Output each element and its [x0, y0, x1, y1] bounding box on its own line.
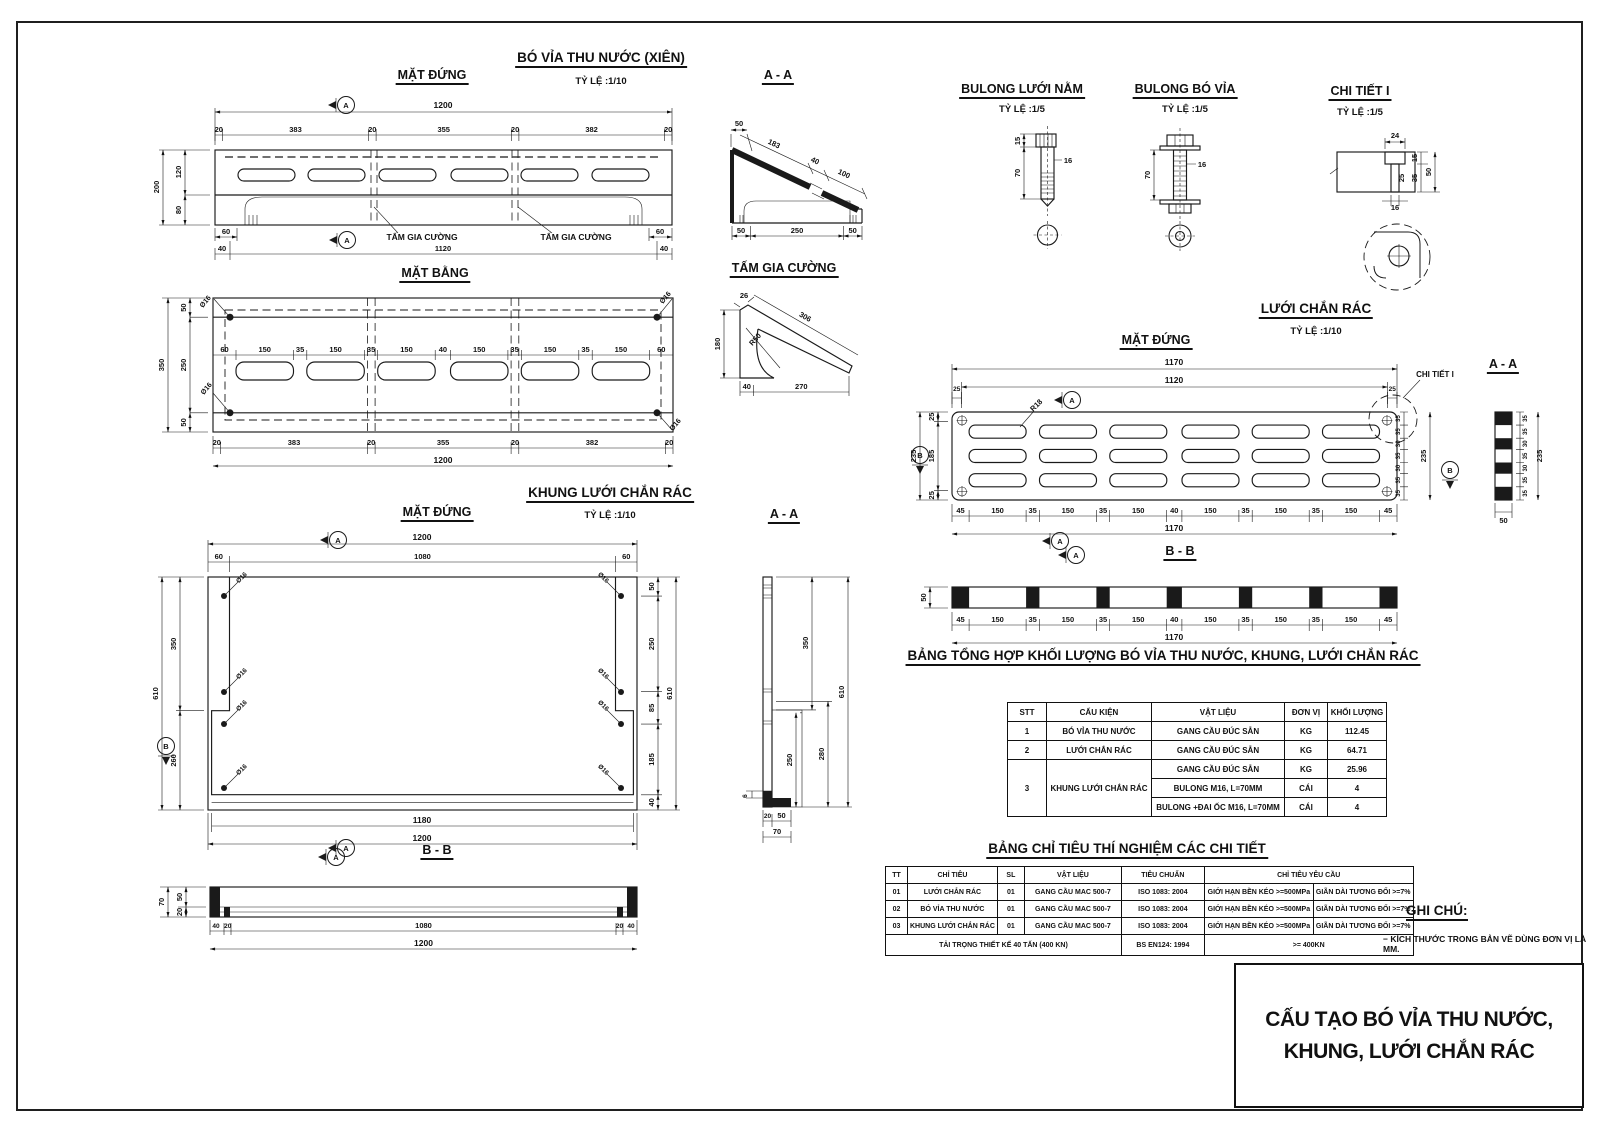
col-header: VẬT LIỆU — [1024, 867, 1121, 884]
table-row: BULONG +ĐAI ỐC M16, L=70MM CÁI 4 — [1008, 798, 1387, 817]
svg-text:50: 50 — [734, 119, 744, 128]
svg-text:80: 80 — [174, 205, 183, 215]
svg-text:16: 16 — [1197, 160, 1207, 169]
svg-text:6: 6 — [742, 794, 749, 798]
svg-text:35: 35 — [1523, 428, 1529, 435]
svg-text:40: 40 — [1170, 506, 1179, 515]
svg-text:35: 35 — [510, 345, 519, 354]
svg-text:35: 35 — [1098, 506, 1108, 515]
svg-text:150: 150 — [1274, 506, 1287, 515]
linework — [952, 395, 1417, 500]
gusset-label: TẤM GIA CƯỜNG — [540, 232, 612, 242]
bolt-curb-drawing — [1120, 118, 1250, 258]
section-marker-a — [1054, 392, 1081, 409]
svg-text:20: 20 — [175, 907, 184, 917]
table-row: 01 LƯỚI CHẮN RÁC 01 GANG CẦU MAC 500-7 ISO 1083: 2004 GIỚI HẠN BỀN KÉO >=500MPa GIÃN DÀI TƯƠNG ĐỐI >=7% — [886, 884, 1414, 901]
svg-text:15: 15 — [1013, 136, 1022, 146]
svg-text:35: 35 — [1396, 428, 1402, 435]
grate-bb-drawing — [890, 545, 1450, 670]
linework — [215, 150, 672, 225]
svg-text:70: 70 — [772, 827, 782, 836]
svg-text:Ø16: Ø16 — [235, 699, 249, 713]
table-row: 2 LƯỚI CHẮN RÁC GANG CẦU ĐÚC SẴN KG 64.71 — [1008, 741, 1387, 760]
svg-text:120: 120 — [174, 165, 183, 179]
svg-text:235: 235 — [1419, 449, 1428, 463]
detail-i-title: CHI TIẾT I — [1328, 84, 1391, 101]
svg-text:185: 185 — [647, 753, 656, 766]
svg-text:40: 40 — [217, 244, 227, 253]
grate-elevation-drawing — [890, 350, 1470, 550]
svg-text:30: 30 — [1523, 440, 1529, 448]
linework — [1034, 126, 1062, 249]
bolt-curb-scale: TỶ LỆ :1/5 — [1162, 104, 1208, 115]
svg-text:40: 40 — [742, 382, 751, 391]
linework — [1160, 128, 1200, 251]
svg-text:1120: 1120 — [434, 244, 452, 253]
svg-text:25: 25 — [953, 386, 961, 393]
svg-text:35: 35 — [1410, 173, 1419, 183]
bo-via-heading: BÓ VỈA THU NƯỚC (XIÊN) — [515, 50, 687, 68]
svg-text:35: 35 — [366, 345, 376, 354]
plan-title: MẶT BẰNG — [399, 266, 470, 283]
svg-text:24: 24 — [1390, 131, 1400, 140]
svg-text:35: 35 — [1311, 506, 1320, 515]
bo-via-section-title: A - A — [762, 68, 794, 85]
svg-text:30: 30 — [1396, 464, 1402, 472]
svg-text:183: 183 — [766, 137, 782, 151]
svg-text:40: 40 — [212, 923, 220, 930]
gusset-detail-drawing — [700, 290, 890, 405]
svg-text:15: 15 — [1410, 153, 1419, 163]
svg-text:25: 25 — [1388, 386, 1396, 393]
linework — [1330, 152, 1430, 290]
svg-text:A: A — [1069, 396, 1075, 405]
table-row: BULONG M16, L=70MM CÁI 4 — [1008, 779, 1387, 798]
svg-text:1200: 1200 — [412, 833, 432, 843]
svg-text:20: 20 — [510, 438, 520, 447]
svg-text:20: 20 — [214, 125, 223, 134]
svg-text:B: B — [917, 451, 923, 460]
mass-table-title: BẢNG TỔNG HỢP KHỐI LƯỢNG BÓ VỈA THU NƯỚC, KHUNG, LƯỚI CHẮN RÁC — [906, 648, 1421, 666]
drawing-title-line2: KHUNG, LƯỚI CHẮN RÁC — [1283, 1039, 1535, 1063]
test-table — [885, 866, 1414, 956]
svg-text:50: 50 — [848, 226, 857, 235]
svg-text:250: 250 — [790, 226, 804, 235]
detail-ref-label: CHI TIẾT I — [1416, 370, 1454, 379]
section-marker-a — [320, 532, 347, 549]
svg-text:20: 20 — [763, 813, 772, 820]
svg-text:35: 35 — [1396, 452, 1402, 460]
svg-text:40: 40 — [1170, 615, 1179, 624]
svg-text:270: 270 — [795, 382, 808, 391]
svg-text:1170: 1170 — [1164, 523, 1184, 533]
table-row: 1 BÓ VỈA THU NƯỚC GANG CẦU ĐÚC SẴN KG 112.45 — [1008, 722, 1387, 741]
svg-text:250: 250 — [785, 753, 794, 767]
svg-text:355: 355 — [437, 125, 450, 134]
svg-text:150: 150 — [472, 345, 486, 354]
phi16-label: Ø16 — [198, 294, 213, 310]
svg-text:20: 20 — [368, 125, 377, 134]
svg-text:20: 20 — [664, 125, 673, 134]
svg-text:20: 20 — [212, 438, 221, 447]
svg-text:150: 150 — [1204, 506, 1217, 515]
svg-text:150: 150 — [1131, 615, 1145, 624]
title-block — [1234, 963, 1584, 1108]
svg-text:50: 50 — [1499, 516, 1508, 525]
grate-scale: TỶ LỆ :1/10 — [1290, 326, 1342, 337]
svg-text:Ø16: Ø16 — [596, 699, 610, 713]
svg-text:350: 350 — [169, 637, 178, 651]
extension-lines — [731, 134, 867, 240]
dim-label: 1200 — [433, 100, 453, 110]
svg-text:70: 70 — [1143, 170, 1152, 180]
svg-text:Ø16: Ø16 — [235, 763, 249, 777]
svg-text:A: A — [343, 101, 349, 110]
svg-text:40: 40 — [659, 244, 669, 253]
gusset-label: TẤM GIA CƯỜNG — [386, 232, 458, 242]
svg-text:16: 16 — [1390, 203, 1400, 212]
svg-text:45: 45 — [956, 615, 965, 624]
svg-text:150: 150 — [1204, 615, 1217, 624]
section-marker-a — [1058, 547, 1085, 564]
svg-text:382: 382 — [585, 438, 599, 447]
svg-text:50: 50 — [647, 582, 656, 591]
svg-text:35: 35 — [1098, 615, 1108, 624]
grate-elev-title: MẶT ĐỨNG — [1120, 333, 1193, 350]
svg-text:1080: 1080 — [415, 921, 432, 930]
col-header: CHỈ TIÊU — [908, 867, 998, 884]
svg-text:Ø16: Ø16 — [596, 667, 610, 681]
svg-text:40: 40 — [809, 154, 821, 167]
svg-text:A: A — [1073, 551, 1079, 560]
svg-text:1200: 1200 — [412, 532, 432, 542]
svg-text:35: 35 — [1396, 476, 1402, 484]
svg-text:50: 50 — [175, 892, 184, 902]
svg-text:250: 250 — [647, 637, 656, 651]
svg-text:150: 150 — [1274, 615, 1287, 624]
svg-text:20: 20 — [367, 438, 376, 447]
svg-text:35: 35 — [1311, 615, 1320, 624]
table-row: 3 KHUNG LƯỚI CHẮN RÁC GANG CẦU ĐÚC SẴN KG 25.96 — [1008, 760, 1387, 779]
svg-text:50: 50 — [736, 226, 746, 235]
bolt-grate-drawing — [960, 118, 1090, 258]
svg-text:35: 35 — [1241, 615, 1250, 624]
linework — [1495, 412, 1512, 500]
svg-text:25: 25 — [927, 491, 936, 500]
table-row: 03 KHUNG LƯỚI CHẮN RÁC 01 GANG CẦU MAC 500-7 ISO 1083: 2004 GIỚI HẠN BỀN KÉO >=500MPa GIÃN DÀI TƯƠNG ĐỐI >=7% — [886, 918, 1414, 935]
svg-text:60: 60 — [655, 227, 665, 236]
svg-text:180: 180 — [713, 337, 722, 351]
svg-text:1120: 1120 — [1164, 375, 1184, 385]
svg-text:20: 20 — [664, 438, 674, 447]
svg-text:26: 26 — [739, 291, 749, 300]
frame-elev-title: MẶT ĐỨNG — [401, 505, 474, 522]
svg-text:35: 35 — [1396, 490, 1402, 497]
svg-text:Ø16: Ø16 — [235, 667, 249, 681]
svg-text:16: 16 — [1063, 156, 1073, 165]
svg-text:60: 60 — [220, 345, 229, 354]
svg-text:B: B — [1447, 466, 1453, 475]
extension-lines — [160, 887, 637, 935]
phi16-label: Ø16 — [199, 381, 214, 397]
svg-text:150: 150 — [1061, 506, 1075, 515]
svg-text:A: A — [333, 853, 339, 862]
frame-elevation-drawing — [150, 530, 720, 865]
linework — [210, 887, 637, 917]
bolt-curb-title: BULONG BÓ VỈA — [1133, 82, 1238, 99]
svg-text:355: 355 — [436, 438, 450, 447]
detail-i-scale: TỶ LỆ :1/5 — [1337, 107, 1383, 118]
svg-text:Ø16: Ø16 — [235, 571, 249, 585]
svg-text:50: 50 — [179, 303, 188, 312]
phi16-label: Ø16 — [668, 417, 683, 433]
svg-text:45: 45 — [1384, 615, 1393, 624]
svg-text:1170: 1170 — [1164, 357, 1184, 367]
col-header: VẬT LIỆU — [1152, 703, 1285, 722]
frame-section-drawing — [700, 545, 890, 855]
col-header: TIÊU CHUẨN — [1121, 867, 1204, 884]
svg-text:A: A — [344, 236, 350, 245]
bo-via-scale: TỶ LỆ :1/10 — [575, 76, 627, 87]
svg-text:35: 35 — [295, 345, 305, 354]
svg-text:50: 50 — [777, 811, 786, 820]
test-table-title: BẢNG CHỈ TIÊU THÍ NGHIỆM CÁC CHI TIẾT — [986, 841, 1268, 859]
svg-text:610: 610 — [151, 687, 160, 700]
frame-bb-title: B - B — [420, 843, 453, 860]
svg-text:306: 306 — [797, 309, 813, 324]
note-item: − KÍCH THƯỚC TRONG BẢN VẼ DÙNG ĐƠN VỊ LÀ MM. — [1383, 934, 1587, 954]
svg-text:350: 350 — [157, 358, 166, 372]
grate-bb-title: B - B — [1163, 544, 1196, 561]
svg-text:R18: R18 — [1028, 397, 1045, 414]
svg-text:35: 35 — [1028, 615, 1037, 624]
svg-text:20: 20 — [510, 125, 520, 134]
svg-text:35: 35 — [1241, 506, 1250, 515]
bo-via-elev-title: MẶT ĐỨNG — [396, 68, 469, 85]
col-header: ĐƠN VỊ — [1285, 703, 1328, 722]
extension-lines — [924, 587, 1397, 631]
frame-section-title: A - A — [768, 507, 800, 524]
svg-text:100: 100 — [836, 167, 852, 181]
col-header: SL — [997, 867, 1024, 884]
svg-text:250: 250 — [179, 358, 188, 372]
svg-text:610: 610 — [665, 687, 674, 700]
svg-text:45: 45 — [1384, 506, 1393, 515]
svg-text:383: 383 — [289, 125, 302, 134]
bolt-grate-scale: TỶ LỆ :1/5 — [999, 104, 1045, 115]
frame-scale: TỶ LỆ :1/10 — [584, 510, 636, 521]
svg-text:280: 280 — [817, 747, 826, 761]
frame-bb-drawing — [150, 845, 710, 965]
table-row: TẢI TRỌNG THIẾT KẾ 40 TẤN (400 KN) BS EN124: 1994 >= 400KN — [886, 935, 1414, 956]
svg-text:150: 150 — [258, 345, 271, 354]
col-header: CẤU KIỆN — [1047, 703, 1152, 722]
linework — [952, 587, 1397, 608]
svg-text:150: 150 — [400, 345, 413, 354]
svg-text:35: 35 — [1396, 415, 1402, 422]
svg-text:20: 20 — [615, 923, 624, 930]
bo-via-section-drawing — [700, 105, 890, 270]
svg-text:260: 260 — [169, 754, 178, 767]
svg-text:B: B — [163, 742, 169, 751]
svg-text:70: 70 — [157, 897, 166, 907]
svg-text:30: 30 — [1396, 440, 1402, 448]
linework — [213, 298, 673, 432]
svg-text:150: 150 — [543, 345, 557, 354]
table-row: 02 BÓ VỈA THU NƯỚC 01 GANG CẦU MAC 500-7 ISO 1083: 2004 GIỚI HẠN BỀN KÉO >=500MPa GIÃN DÀI TƯƠNG ĐỐI >=7% — [886, 901, 1414, 918]
bolt-grate-title: BULONG LƯỚI NẰM — [959, 82, 1085, 99]
svg-text:35: 35 — [581, 345, 590, 354]
col-header: STT — [1008, 703, 1047, 722]
svg-text:150: 150 — [614, 345, 628, 354]
svg-text:R50: R50 — [747, 331, 764, 348]
svg-text:610: 610 — [837, 685, 846, 699]
svg-text:200: 200 — [152, 180, 161, 194]
svg-text:30: 30 — [1523, 464, 1529, 472]
svg-text:150: 150 — [991, 506, 1004, 515]
linework — [732, 150, 862, 223]
svg-text:45: 45 — [956, 506, 965, 515]
svg-text:150: 150 — [991, 615, 1004, 624]
phi16-label: Ø16 — [658, 290, 673, 306]
svg-text:35: 35 — [1523, 490, 1529, 497]
svg-text:25: 25 — [1397, 173, 1406, 183]
svg-text:383: 383 — [287, 438, 301, 447]
grate-section-title: A - A — [1487, 357, 1519, 374]
svg-text:150: 150 — [329, 345, 342, 354]
svg-text:60: 60 — [221, 227, 231, 236]
svg-text:350: 350 — [801, 636, 810, 650]
svg-text:1170: 1170 — [1164, 632, 1184, 642]
drawing-title-line1: CẤU TẠO BÓ VỈA THU NƯỚC, — [1265, 1007, 1553, 1031]
svg-text:60: 60 — [214, 552, 223, 561]
frame-heading: KHUNG LƯỚI CHẮN RÁC — [526, 485, 694, 503]
extension-lines — [162, 298, 673, 454]
svg-text:35: 35 — [1523, 415, 1529, 422]
svg-text:382: 382 — [585, 125, 598, 134]
svg-text:150: 150 — [1344, 506, 1358, 515]
grate-section-drawing — [1450, 360, 1560, 540]
grate-heading: LƯỚI CHẮN RÁC — [1259, 301, 1373, 319]
notes-title: GHI CHÚ: — [1406, 903, 1468, 921]
svg-text:70: 70 — [1013, 168, 1022, 178]
section-marker-a — [328, 97, 355, 114]
svg-text:60: 60 — [622, 552, 631, 561]
svg-text:235: 235 — [909, 449, 918, 463]
svg-text:40: 40 — [647, 798, 656, 807]
svg-text:A: A — [343, 844, 349, 853]
col-header: TT — [886, 867, 908, 884]
svg-text:Ø16: Ø16 — [596, 763, 610, 777]
svg-text:40: 40 — [438, 345, 448, 354]
svg-text:35: 35 — [1523, 476, 1529, 484]
svg-text:150: 150 — [1344, 615, 1358, 624]
svg-text:35: 35 — [1028, 506, 1037, 515]
section-marker-a — [318, 849, 345, 866]
svg-text:50: 50 — [1424, 167, 1433, 177]
svg-text:20: 20 — [224, 923, 232, 930]
extension-lines — [158, 540, 680, 850]
linework — [208, 577, 637, 810]
plan-drawing — [150, 290, 710, 480]
svg-text:185: 185 — [927, 449, 936, 463]
svg-text:40: 40 — [627, 923, 635, 930]
svg-text:85: 85 — [647, 703, 656, 713]
extension-lines — [746, 577, 852, 843]
bo-via-elevation-drawing — [150, 95, 710, 280]
svg-text:A: A — [335, 536, 341, 545]
svg-text:150: 150 — [1131, 506, 1145, 515]
col-header: KHỐI LƯỢNG — [1328, 703, 1387, 722]
svg-text:25: 25 — [927, 412, 936, 421]
gusset-title: TẤM GIA CƯỜNG — [730, 261, 839, 278]
svg-text:1200: 1200 — [414, 938, 433, 948]
section-marker-a — [329, 232, 356, 249]
svg-text:150: 150 — [1061, 615, 1075, 624]
extension-lines — [916, 364, 1408, 522]
col-header: CHỈ TIÊU YÊU CẦU — [1204, 867, 1413, 884]
svg-text:35: 35 — [1523, 452, 1529, 460]
svg-text:1180: 1180 — [412, 815, 432, 825]
svg-text:50: 50 — [919, 593, 928, 602]
svg-text:1200: 1200 — [433, 455, 453, 465]
svg-text:235: 235 — [1535, 449, 1544, 463]
detail-i-drawing — [1300, 120, 1485, 300]
mass-table — [1007, 702, 1387, 817]
svg-text:A: A — [1057, 537, 1063, 546]
svg-text:Ø16: Ø16 — [596, 571, 610, 585]
svg-text:1080: 1080 — [414, 552, 431, 561]
svg-text:50: 50 — [179, 418, 188, 427]
svg-text:60: 60 — [657, 345, 666, 354]
